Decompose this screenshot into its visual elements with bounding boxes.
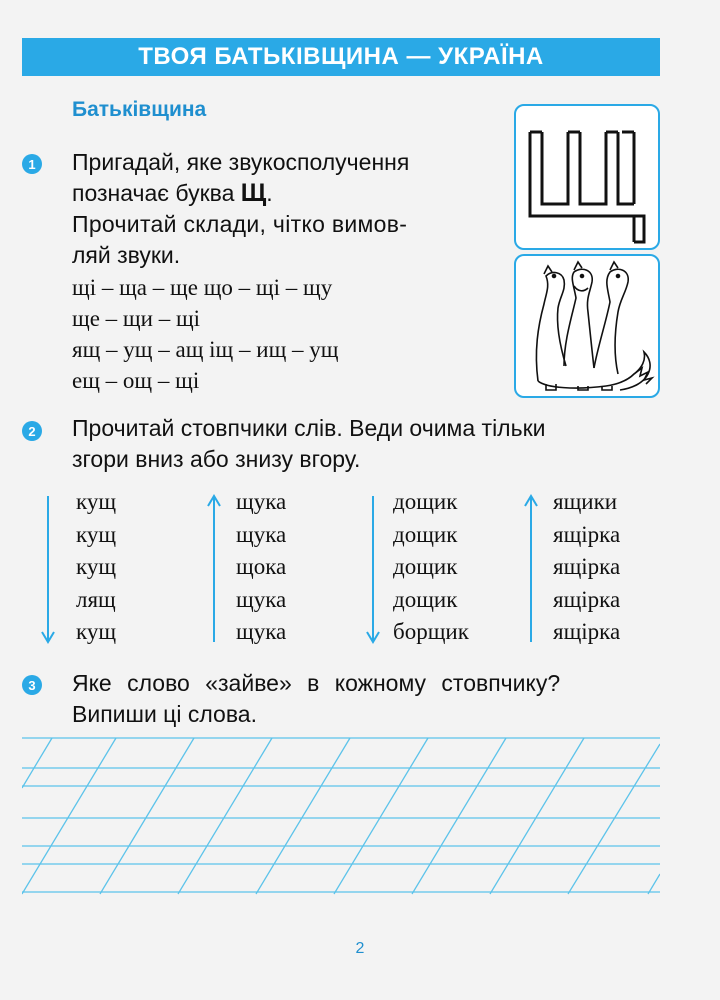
task2-line-1: Прочитай стовпчики слів. Веди очима тільки bbox=[72, 415, 546, 441]
task3-line-2: Випиши ці слова. bbox=[72, 701, 257, 727]
task2-line-2: згори вниз або знизу вгору. bbox=[72, 446, 361, 472]
task1-letter: Щ bbox=[240, 179, 267, 207]
list-item: кущ bbox=[76, 521, 117, 547]
list-item: лящ bbox=[76, 586, 116, 612]
writing-lines[interactable] bbox=[22, 736, 660, 896]
word-column-1 bbox=[76, 486, 116, 649]
section-title: Батьківщина bbox=[72, 98, 207, 121]
task1-instructions bbox=[72, 147, 409, 271]
arrow-down-icon bbox=[41, 494, 55, 644]
list-item: ящірка bbox=[553, 619, 621, 644]
list-item: ящірка bbox=[553, 554, 621, 579]
list-item: кущ bbox=[76, 619, 117, 644]
list-item: дощик bbox=[393, 554, 458, 579]
list-item: ящірка bbox=[553, 521, 621, 547]
task1-line-1: Пригадай, яке звукосполучення bbox=[72, 149, 410, 175]
task-number-2 bbox=[22, 421, 42, 441]
task-number-3-label: 3 bbox=[28, 677, 36, 693]
task-number-2-label: 2 bbox=[28, 423, 36, 439]
task-number-1 bbox=[22, 154, 42, 174]
page-number: 2 bbox=[355, 940, 365, 957]
list-item: дощик bbox=[393, 586, 458, 612]
list-item: дощик bbox=[393, 489, 458, 514]
letter-shch-maze-icon bbox=[514, 104, 660, 250]
list-item: борщик bbox=[393, 619, 469, 644]
list-item: щука bbox=[236, 489, 287, 514]
task1-letter-period: . bbox=[266, 180, 273, 206]
task-number-1-label: 1 bbox=[28, 156, 36, 172]
arrow-up-icon bbox=[207, 494, 221, 644]
syllables-line-2: ще – щи – щі bbox=[72, 306, 201, 331]
syllables-line-1: щі – ща – ще що – щі – щу bbox=[72, 275, 333, 300]
task1-line-2 bbox=[72, 178, 409, 209]
word-column-4 bbox=[553, 486, 620, 649]
list-item: щука bbox=[236, 619, 287, 644]
word-column-3 bbox=[393, 486, 469, 649]
page-header bbox=[22, 38, 660, 76]
list-item: ящики bbox=[553, 489, 618, 514]
task3-instructions bbox=[72, 668, 660, 730]
task1-line-3: Прочитай склади, чітко вимов- bbox=[72, 211, 408, 237]
header-title: ТВОЯ БАТЬКІВЩИНА — УКРАЇНА bbox=[138, 43, 544, 70]
task3-line-1: Яке слово «зайве» в кожному стовпчику? bbox=[72, 670, 561, 696]
arrow-up-icon bbox=[524, 494, 538, 644]
list-item: ящірка bbox=[553, 586, 621, 612]
list-item: щука bbox=[236, 586, 287, 612]
task1-line-2-text: позначає буква bbox=[72, 180, 241, 206]
list-item: кущ bbox=[76, 554, 117, 579]
list-item: кущ bbox=[76, 489, 117, 514]
syllables-line-3: ящ – ущ – ащ іщ – ищ – ущ bbox=[72, 337, 339, 362]
task2-instructions bbox=[72, 413, 546, 475]
list-item: дощик bbox=[393, 521, 458, 547]
syllables-line-4: ещ – ощ – щі bbox=[72, 368, 200, 393]
list-item: щока bbox=[236, 554, 287, 579]
list-item: щука bbox=[236, 521, 287, 547]
three-headed-dragon-icon bbox=[514, 254, 660, 398]
word-column-2 bbox=[236, 486, 286, 649]
task1-line-4: ляй звуки. bbox=[72, 242, 181, 268]
arrow-down-icon bbox=[366, 494, 380, 644]
task-number-3 bbox=[22, 675, 42, 695]
